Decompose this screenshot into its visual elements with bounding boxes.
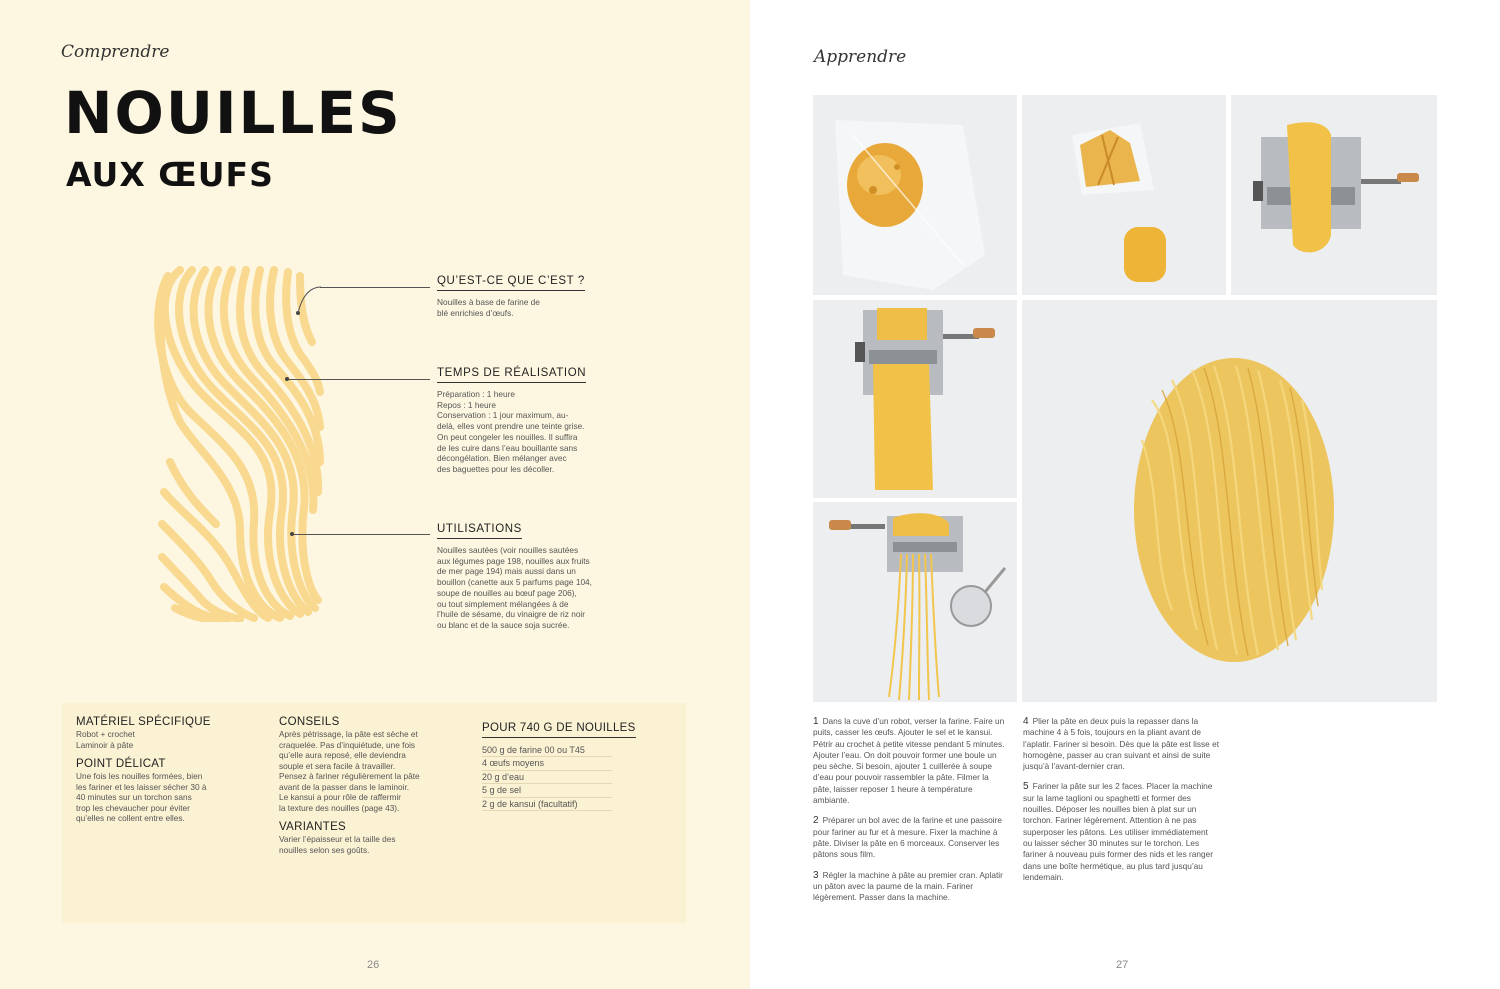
step-number: 1 xyxy=(813,716,819,727)
step-number: 3 xyxy=(813,869,819,881)
materiel-heading: MATÉRIEL SPÉCIFIQUE xyxy=(76,716,211,728)
ingredient-item: 20 g d’eau xyxy=(482,771,612,784)
step-number: 2 xyxy=(813,815,819,827)
section-label-apprendre: Apprendre xyxy=(814,47,907,67)
photo-finished-noodles xyxy=(1022,300,1437,702)
step-number: 4 xyxy=(1023,716,1029,727)
variantes-text: Varier l’épaisseur et la taille des nouilles selon ses goûts. xyxy=(279,834,396,855)
step-text: Plier la pâte en deux puis la repasser dans la machine 4 à 5 fois, toujours en la pliant avant de l’aplatir. Fariner si besoin. Dès que la pâte est lisse et homogène, passer au cran suivant et ainsi de suite jusqu’à l’avant-dernier cran. xyxy=(1023,716,1219,772)
ingredient-item: 500 g de farine 00 ou T45 xyxy=(482,744,612,757)
leader-line xyxy=(320,287,430,288)
step-4 xyxy=(1023,716,1219,772)
step-number: 5 xyxy=(1023,781,1029,793)
right-page xyxy=(750,0,1500,989)
info-heading: TEMPS DE RÉALISATION xyxy=(437,367,586,383)
conseils-heading: CONSEILS xyxy=(279,716,340,728)
page-subtitle: AUX ŒUFS xyxy=(66,155,274,194)
leader-line xyxy=(289,379,430,380)
info-uses xyxy=(437,517,637,631)
info-preparation-time xyxy=(437,361,637,475)
photo-pasta-machine-sheet xyxy=(1231,95,1437,295)
photo-dough-ball xyxy=(813,95,1017,295)
info-heading: QU’EST-CE QUE C’EST ? xyxy=(437,275,585,291)
section-label-comprendre: Comprendre xyxy=(61,42,170,62)
step-text: Préparer un bol avec de la farine et une passoire pour fariner au fur et à mesure. Fixer la machine à pâte. Diviser la pâte en 6 morceaux. Conserver les pâtons sous film. xyxy=(813,815,1002,860)
step-5 xyxy=(1023,781,1219,883)
variantes-heading: VARIANTES xyxy=(279,821,347,833)
ingredient-item: 2 g de kansui (facultatif) xyxy=(482,798,612,811)
materiel-text: Robot + crochet Laminoir à pâte xyxy=(76,729,135,750)
conseils-text: Après pétrissage, la pâte est sèche et craquelée. Pas d’inquiétude, une fois qu’elle aura reposé, elle deviendra souple et sera facile à travailler. Pensez à fariner régulièrement la pâte avant de la passer dans le laminoir. Le kansui a pour rôle de raffermir la texture des nouilles (page 43). xyxy=(279,729,420,813)
page-number-right: 27 xyxy=(1116,959,1129,971)
step-text: Dans la cuve d’un robot, verser la farine. Faire un puits, casser les œufs. Ajouter le sel et le kansui. Pétrir au crochet à petite vitesse pendant 5 minutes. Ajouter l’eau. On doit pouvoir former une boule un peu sèche. Si besoin, ajouter 1 cuillerée à soupe d’eau pour pouvoir rassembler la pâte. Filmer la pâte, laisser reposer 1 heure à température ambiante. xyxy=(813,716,1005,806)
step-3 xyxy=(813,870,1009,904)
ingredients-list xyxy=(482,744,672,811)
steps-column-2 xyxy=(1023,716,1219,892)
info-what-is-it xyxy=(437,269,637,318)
info-heading: UTILISATIONS xyxy=(437,523,522,539)
point-delicat-text: Une fois les nouilles formées, bien les fariner et les laisser sécher 30 à 40 minutes sur un torchon sans trop les chevaucher pour éviter qu’elles ne collent entre elles. xyxy=(76,771,207,823)
leader-line xyxy=(294,534,430,535)
leader-curve xyxy=(296,286,322,314)
point-delicat-heading: POINT DÉLICAT xyxy=(76,758,166,770)
page-number-left: 26 xyxy=(367,959,380,971)
info-text: Nouilles à base de farine de blé enrichies d’œufs. xyxy=(437,297,540,318)
step-1 xyxy=(813,716,1009,806)
ingredient-item: 5 g de sel xyxy=(482,784,612,797)
page-title: NOUILLES xyxy=(64,79,402,147)
conseils-column xyxy=(279,716,459,855)
step-text: Régler la machine à pâte au premier cran. Aplatir un pâton avec la paume de la main. Fariner légèrement. Passer dans la machine. xyxy=(813,869,1003,903)
info-text: Préparation : 1 heure Repos : 1 heure Conservation : 1 jour maximum, au- delà, elles vont prendre une teinte grise. On peut congeler les nouilles. Il suffira de les cuire dans l’eau bouillante sans décongélation. Bien mélanger avec des baguettes pour les décoller. xyxy=(437,389,585,474)
materiel-column xyxy=(76,716,256,824)
ingredient-item: 4 œufs moyens xyxy=(482,757,612,770)
photo-cut-dough xyxy=(1022,95,1226,295)
info-text: Nouilles sautées (voir nouilles sautées aux légumes page 198, nouilles aux fruits de mer page 194) mais aussi dans un bouillon (canette aux 5 parfums page 104, soupe de nouilles au bœuf page 206), ou tout simplement mélangées à de l’huile de sésame, du vinaigre de riz noir ou blanc et de la sauce soja sucrée. xyxy=(437,545,592,630)
ingredients-column xyxy=(482,716,672,811)
step-2 xyxy=(813,815,1009,860)
noodle-illustration xyxy=(150,262,325,622)
photo-cutting-noodles xyxy=(813,502,1017,702)
steps-column-1 xyxy=(813,716,1009,912)
step-text: Fariner la pâte sur les 2 faces. Placer la machine sur la lame taglioni ou spaghetti et former des nouilles. Déposer les nouilles bien à plat sur un torchon. Fariner légèrement. Attention à ne pas superposer les pâtons. Les utiliser immédiatement ou laisser sécher 30 minutes sur le torchon. Les fariner à nouveau puis former des nids et les ranger dans une boîte hermétique, au plus tard jusqu’au lendemain. xyxy=(1023,781,1214,882)
recipe-info-box xyxy=(62,703,686,923)
ingredients-heading: POUR 740 G DE NOUILLES xyxy=(482,722,636,738)
photo-pasta-machine-feed xyxy=(813,300,1017,498)
